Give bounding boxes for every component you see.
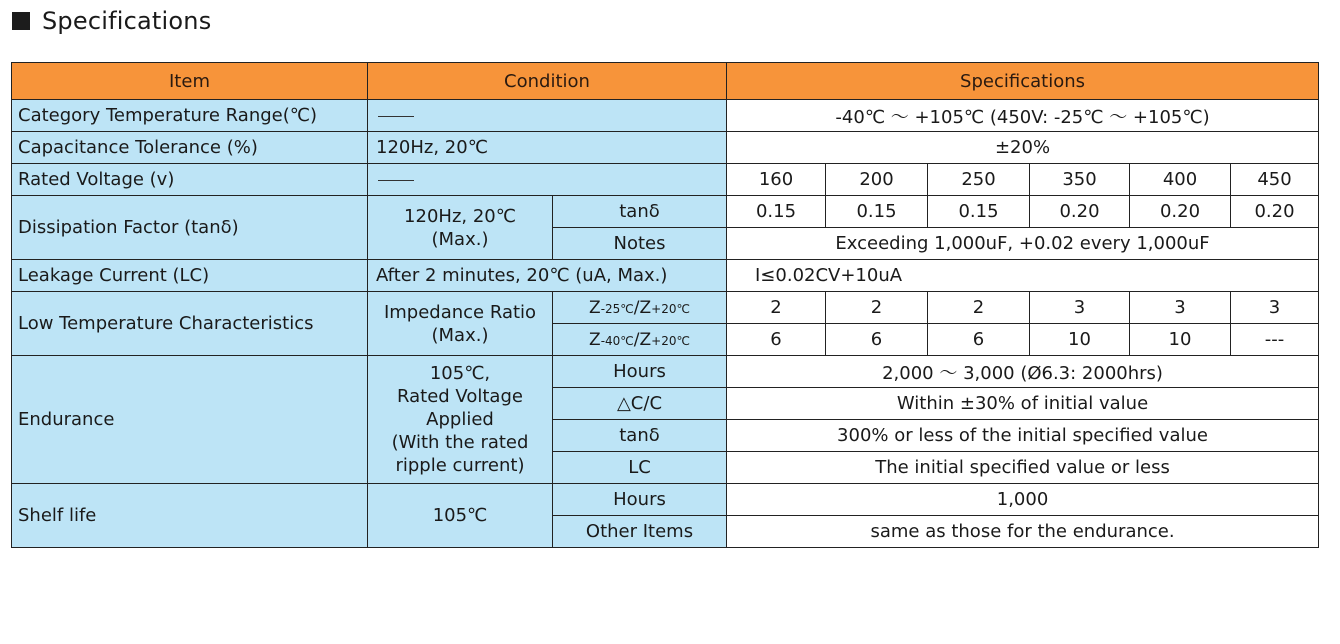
row-label: Dissipation Factor (tanδ)	[12, 196, 368, 260]
row-label: Shelf life	[12, 484, 368, 548]
subcondition-cell: tanδ	[553, 196, 727, 228]
subcondition-cell: tanδ	[553, 420, 727, 452]
header-row	[12, 63, 1319, 100]
value-cell: 0.15	[928, 196, 1030, 228]
spec-cell: Within ±30% of initial value	[727, 388, 1319, 420]
row-label: Category Temperature Range(℃)	[12, 100, 368, 132]
dash-icon	[378, 116, 414, 117]
value-cell: 3	[1130, 292, 1231, 324]
voltage-cell: 160	[727, 164, 826, 196]
row-label: Leakage Current (LC)	[12, 260, 368, 292]
subcondition-cell: Hours	[553, 484, 727, 516]
value-cell: 0.20	[1030, 196, 1130, 228]
value-cell: ---	[1231, 324, 1319, 356]
condition-line: 105℃,	[429, 363, 491, 384]
subcondition-cell: Other Items	[553, 516, 727, 548]
condition-cell	[368, 356, 553, 484]
condition-cell	[368, 164, 727, 196]
table-row	[12, 132, 1319, 164]
condition-line: Applied	[426, 409, 494, 430]
value-cell: 10	[1130, 324, 1231, 356]
subcondition-cell: Hours	[553, 356, 727, 388]
value-cell: 6	[727, 324, 826, 356]
condition-line: Rated Voltage	[397, 386, 523, 407]
spec-cell: ±20%	[727, 132, 1319, 164]
spec-cell: same as those for the endurance.	[727, 516, 1319, 548]
section-heading	[12, 4, 211, 38]
value-cell: 2	[826, 292, 928, 324]
value-cell: 0.15	[826, 196, 928, 228]
impedance-ratio-label: Z-25℃/Z+20℃	[553, 292, 727, 324]
subcondition-cell: LC	[553, 452, 727, 484]
value-cell: 2	[928, 292, 1030, 324]
voltage-cell: 200	[826, 164, 928, 196]
voltage-cell: 350	[1030, 164, 1130, 196]
condition-cell: 120Hz, 20℃	[368, 132, 727, 164]
value-cell: 3	[1231, 292, 1319, 324]
value-cell: 0.15	[727, 196, 826, 228]
row-label: Capacitance Tolerance (%)	[12, 132, 368, 164]
table-row	[12, 260, 1319, 292]
voltage-cell: 400	[1130, 164, 1231, 196]
value-cell: 3	[1030, 292, 1130, 324]
table-row	[12, 100, 1319, 132]
condition-cell	[368, 196, 553, 260]
table-row	[12, 292, 1319, 324]
subcondition-cell: △C/C	[553, 388, 727, 420]
value-cell: 10	[1030, 324, 1130, 356]
spec-cell: 1,000	[727, 484, 1319, 516]
value-cell: 2	[727, 292, 826, 324]
condition-cell	[368, 292, 553, 356]
table-row	[12, 196, 1319, 228]
condition-line: Impedance Ratio	[383, 301, 537, 323]
spec-cell: Exceeding 1,000uF, +0.02 every 1,000uF	[727, 228, 1319, 260]
impedance-ratio-label: Z-40℃/Z+20℃	[553, 324, 727, 356]
condition-cell: After 2 minutes, 20℃ (uA, Max.)	[368, 260, 727, 292]
condition-line: (With the rated	[391, 432, 529, 453]
condition-cell	[368, 100, 727, 132]
spec-cell: 300% or less of the initial specified value	[727, 420, 1319, 452]
header-condition: Condition	[368, 63, 727, 100]
condition-line: (Max.)	[431, 324, 489, 346]
condition-cell: 105℃	[368, 484, 553, 548]
spec-cell: 2,000 ～ 3,000 (Ø6.3: 2000hrs)	[727, 356, 1319, 388]
subcondition-cell: Notes	[553, 228, 727, 260]
table-row	[12, 164, 1319, 196]
voltage-cell: 250	[928, 164, 1030, 196]
row-label: Low Temperature Characteristics	[12, 292, 368, 356]
value-cell: 0.20	[1231, 196, 1319, 228]
specifications-table	[11, 62, 1319, 548]
voltage-cell: 450	[1231, 164, 1319, 196]
row-label: Rated Voltage (v)	[12, 164, 368, 196]
condition-line: (Max.)	[431, 228, 489, 250]
page-title: Specifications	[42, 7, 212, 35]
header-specifications: Specifications	[727, 63, 1319, 100]
dash-icon	[378, 180, 414, 181]
heading-square-icon	[12, 12, 30, 30]
table-row	[12, 356, 1319, 388]
spec-cell: The initial specified value or less	[727, 452, 1319, 484]
row-label: Endurance	[12, 356, 368, 484]
value-cell: 6	[928, 324, 1030, 356]
table-row	[12, 484, 1319, 516]
value-cell: 6	[826, 324, 928, 356]
condition-line: ripple current)	[395, 455, 525, 476]
header-item: Item	[12, 63, 368, 100]
spec-cell: -40℃ ～ +105℃ (450V: -25℃ ～ +105℃)	[727, 100, 1319, 132]
condition-line: 120Hz, 20℃	[404, 205, 516, 227]
value-cell: 0.20	[1130, 196, 1231, 228]
spec-cell: I≤0.02CV+10uA	[727, 260, 1319, 292]
